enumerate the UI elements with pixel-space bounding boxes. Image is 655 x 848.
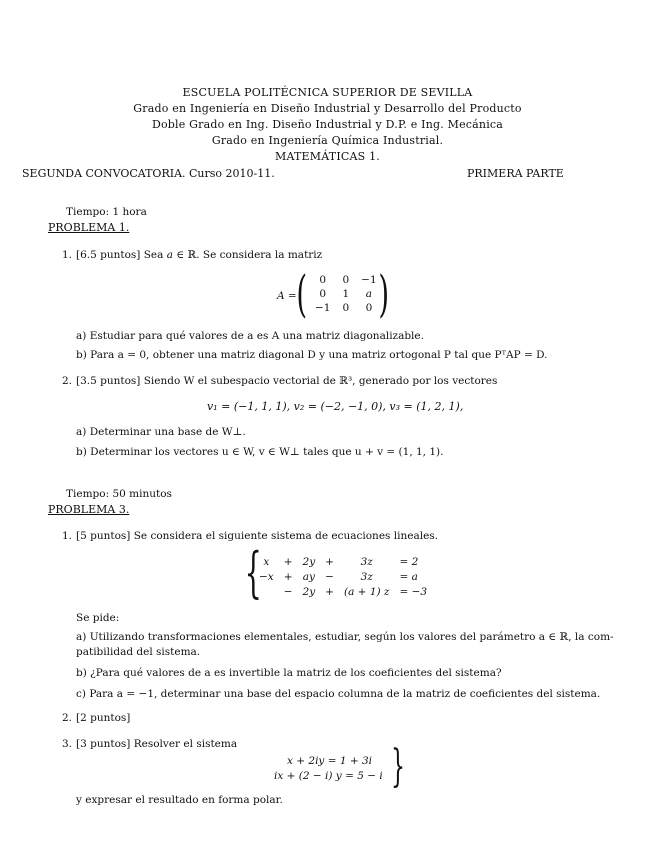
s2-q2-number: 2. bbox=[62, 712, 73, 724]
system-brace: { bbox=[244, 541, 262, 604]
system-row bbox=[254, 570, 432, 585]
system-term: (a + 1) z bbox=[343, 586, 390, 598]
s2-q3-number: 3. bbox=[62, 738, 73, 750]
s2-q1-text: [5 puntos] Se considera el siguiente sistema de ecuaciones lineales. bbox=[76, 530, 439, 542]
system-term: + bbox=[325, 586, 334, 598]
s1-q1-part-a: a) Estudiar para qué valores de a es A una matriz diagonalizable. bbox=[76, 330, 424, 342]
system-term: + bbox=[283, 571, 293, 583]
section2-time: Tiempo: 50 minutos bbox=[66, 488, 172, 500]
system-row bbox=[254, 555, 432, 570]
matrix-row bbox=[309, 301, 383, 315]
s1-q2-text: [3.5 puntos] Siendo W el subespacio vectorial de ℝ³, generado por los vectores bbox=[76, 375, 498, 387]
matrix-cell: −1 bbox=[361, 274, 377, 286]
matrix-cell: 0 bbox=[342, 302, 350, 314]
school-name: ESCUELA POLITÉCNICA SUPERIOR DE SEVILLA bbox=[182, 86, 473, 99]
degree-line-2: Doble Grado en Ing. Diseño Industrial y D.P. e Ing. Mecánica bbox=[151, 118, 504, 131]
section1-time: Tiempo: 1 hora bbox=[66, 206, 147, 218]
s2-q1-number: 1. bbox=[62, 530, 73, 542]
system-term: 3z bbox=[360, 571, 373, 583]
system-term: − bbox=[283, 586, 293, 598]
degree-line-1: Grado en Ingeniería en Diseño Industrial y Desarrollo del Producto bbox=[133, 102, 522, 115]
s1-q2-vectors: v₁ = (−1, 1, 1), v₂ = (−2, −1, 0), v₃ = (1, 2, 1), bbox=[207, 400, 464, 413]
system-term: = −3 bbox=[399, 586, 428, 598]
matrix-cell: 0 bbox=[342, 274, 350, 286]
s1-q1-part-b: b) Para a = 0, obtener una matriz diagonal D y una matriz ortogonal P tal que PᵀAP = D. bbox=[76, 349, 548, 361]
s2-q1-part-c: c) Para a = −1, determinar una base del espacio columna de la matriz de coeficientes del sistema. bbox=[76, 688, 601, 700]
subject-title: MATEMÁTICAS 1. bbox=[275, 150, 380, 163]
complex-eq-2: ix + (2 − i) y = 5 − i bbox=[274, 770, 383, 782]
matrix-row bbox=[309, 287, 383, 301]
system-term: + bbox=[325, 556, 334, 568]
exam-part: PRIMERA PARTE bbox=[467, 167, 564, 180]
matrix-a bbox=[309, 273, 383, 315]
linear-system bbox=[254, 555, 432, 600]
s2-q3-end: y expresar el resultado en forma polar. bbox=[76, 794, 283, 806]
s2-q3-text: [3 puntos] Resolver el sistema bbox=[76, 738, 238, 750]
matrix-row bbox=[309, 273, 383, 287]
complex-eq-1: x + 2iy = 1 + 3i bbox=[287, 755, 373, 767]
s1-q1-number: 1. bbox=[62, 249, 73, 261]
s1-q2-part-b: b) Determinar los vectores u ∈ W, v ∈ W⊥ tales que u + v = (1, 1, 1). bbox=[76, 446, 444, 458]
system-term: = 2 bbox=[399, 556, 419, 568]
s2-q1-ask: Se pide: bbox=[76, 612, 120, 624]
system-row bbox=[254, 585, 432, 600]
system-term: 2y bbox=[302, 556, 316, 568]
s2-q1-part-b: b) ¿Para qué valores de a es invertible la matriz de los coeficientes del sistema? bbox=[76, 667, 502, 679]
system-term: x bbox=[263, 556, 270, 568]
s1-q1-text: [6.5 puntos] Sea a ∈ ℝ. Se considera la matriz bbox=[76, 249, 323, 261]
section2-title: PROBLEMA 3. bbox=[48, 503, 130, 516]
left-paren: ( bbox=[296, 265, 308, 323]
s2-q1-part-a-line2: patibilidad del sistema. bbox=[76, 646, 201, 658]
right-paren: ) bbox=[378, 265, 390, 323]
matrix-cell: 0 bbox=[365, 302, 373, 314]
s1-q2-part-a: a) Determinar una base de W⊥. bbox=[76, 426, 246, 438]
section1-title: PROBLEMA 1. bbox=[48, 221, 130, 234]
matrix-cell: 1 bbox=[342, 288, 350, 300]
system-term: ay bbox=[302, 571, 315, 583]
matrix-cell: a bbox=[365, 288, 373, 300]
degree-line-3: Grado en Ingeniería Química Industrial. bbox=[211, 134, 444, 147]
s2-q2-text: [2 puntos] bbox=[76, 712, 131, 724]
matrix-cell: 0 bbox=[319, 274, 327, 286]
system-term: + bbox=[283, 556, 293, 568]
matrix-label: A = bbox=[277, 290, 297, 302]
s1-q2-number: 2. bbox=[62, 375, 73, 387]
right-brace: } bbox=[391, 741, 405, 792]
matrix-cell: 0 bbox=[319, 288, 327, 300]
system-term: 3z bbox=[360, 556, 373, 568]
system-term: −x bbox=[259, 571, 274, 583]
system-term bbox=[254, 585, 279, 600]
exam-call: SEGUNDA CONVOCATORIA. Curso 2010-11. bbox=[22, 167, 275, 180]
matrix-cell: −1 bbox=[315, 302, 331, 314]
system-term: 2y bbox=[302, 586, 316, 598]
system-term: − bbox=[325, 571, 334, 583]
s2-q1-part-a-line1: a) Utilizando transformaciones elementales, estudiar, según los valores del parámetro a ∈ ℝ, la com- bbox=[76, 631, 614, 643]
system-term: = a bbox=[399, 571, 418, 583]
